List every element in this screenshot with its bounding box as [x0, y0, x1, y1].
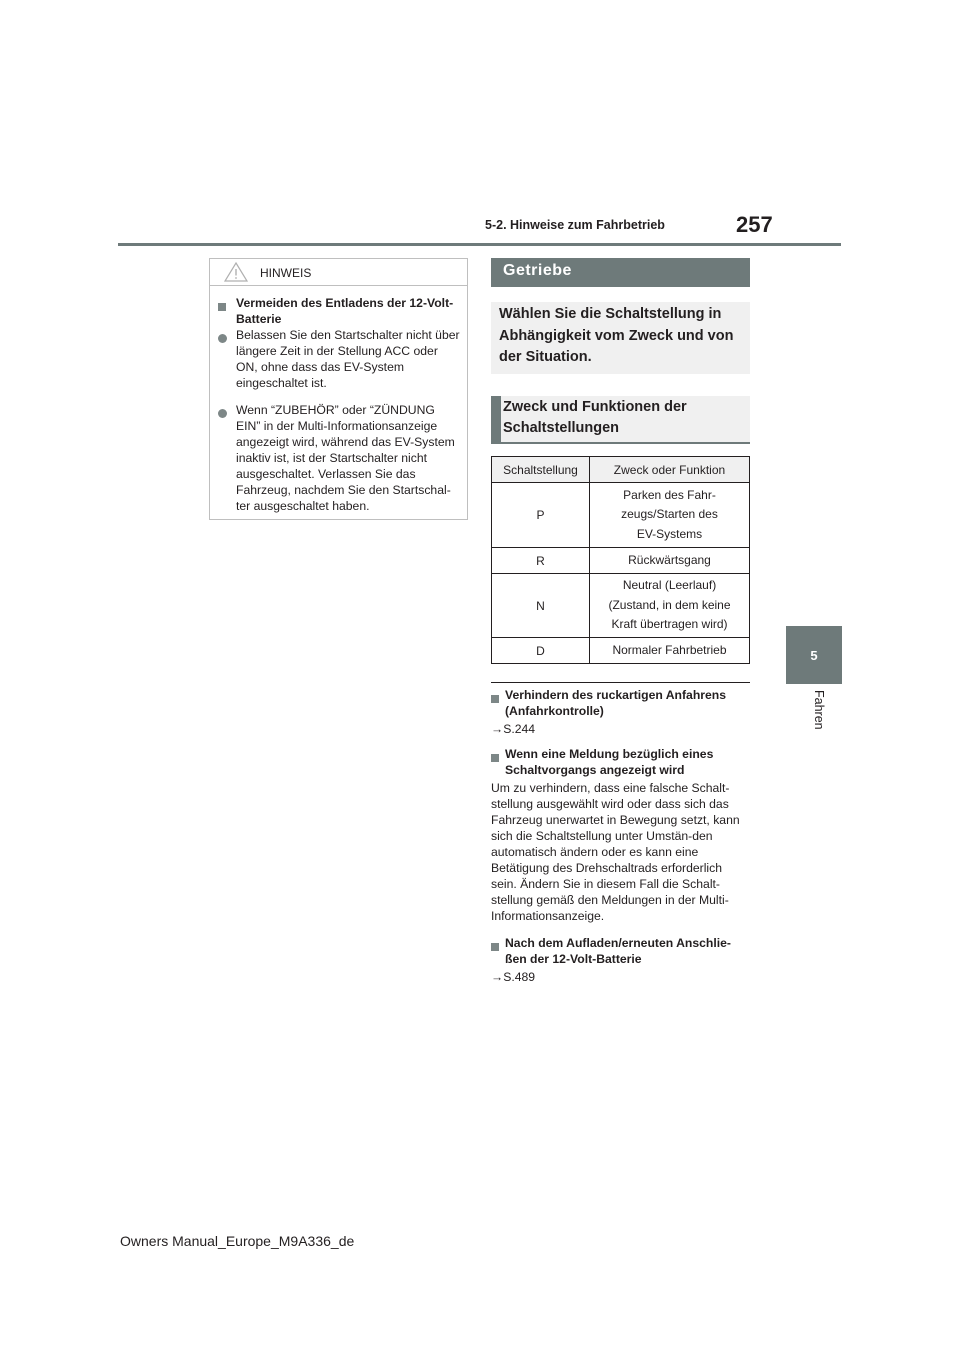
- function-cell: Rückwärtsgang: [590, 548, 750, 574]
- warning-icon: [224, 262, 248, 282]
- subheading-text: Wenn eine Meldung bezüglich eines Schaltvorgangs angezeigt wird: [505, 747, 714, 777]
- table-row: [492, 638, 750, 664]
- square-bullet-icon: [218, 303, 226, 311]
- page-reference-link[interactable]: →S.489: [491, 970, 536, 984]
- position-cell: D: [492, 638, 590, 664]
- function-cell: [590, 483, 750, 548]
- running-header-section: 5-2. Hinweise zum Fahrbetrieb: [485, 218, 665, 232]
- header-rule: [118, 243, 841, 246]
- notice-bullet: [218, 327, 462, 391]
- subheading: [491, 746, 746, 778]
- table-row: [492, 574, 750, 638]
- subsection-title: Zweck und Funktionen der Schaltstellungen: [503, 399, 687, 436]
- section-title: Getriebe: [503, 262, 572, 279]
- square-bullet-icon: [491, 943, 499, 951]
- notice-title: HINWEIS: [260, 266, 312, 280]
- column-header: Zweck oder Funktion: [590, 457, 750, 483]
- function-text: Neutral (Leerlauf) (Zustand, in dem keine Kraft übertragen wird): [608, 578, 731, 632]
- chapter-number: 5: [810, 647, 818, 663]
- function-cell: [590, 574, 750, 638]
- notice-bullet-text: Wenn “ZUBEHÖR” oder “ZÜNDUNG EIN” in der Multi-Informationsanzeige angezeigt wird, während das EV-System inaktiv ist, ist der Startschalter nicht ausgeschaltet. Verlassen Sie das Fahrzeug, nachdem Sie den Startschal-ter ausgeschaltet haben.: [236, 403, 455, 513]
- square-bullet-icon: [491, 754, 499, 762]
- table-row: [492, 483, 750, 548]
- notice-bullet: [218, 402, 462, 514]
- function-text: Parken des Fahr-zeugs/Starten des EV-Systems: [621, 487, 718, 541]
- function-cell: Normaler Fahrbetrieb: [590, 638, 750, 664]
- notice-box: [209, 258, 468, 520]
- section-divider: [491, 682, 750, 683]
- subheading-text: Nach dem Aufladen/erneuten Anschlie-ßen der 12-Volt-Batterie: [505, 936, 731, 966]
- notice-heading-text: Vermeiden des Entladens der 12-Volt-Batterie: [236, 296, 454, 326]
- notice-heading: [218, 295, 462, 327]
- page-footer: Owners Manual_Europe_M9A336_de: [120, 1233, 355, 1249]
- position-cell: P: [492, 483, 590, 548]
- notice-header: [210, 259, 467, 286]
- circle-bullet-icon: [218, 334, 227, 343]
- subheading: [491, 935, 746, 967]
- column-header: Schaltstellung: [492, 457, 590, 483]
- position-cell: N: [492, 574, 590, 638]
- page-number: 257: [736, 212, 773, 237]
- square-bullet-icon: [491, 695, 499, 703]
- subheading-text: Verhindern des ruckartigen Anfahrens (Anfahrkontrolle): [505, 688, 727, 718]
- circle-bullet-icon: [218, 409, 227, 418]
- body-paragraph: Um zu verhindern, dass eine falsche Schalt-stellung ausgewählt wird oder dass sich das Fahrzeug unerwartet in Bewegung setzt, kann sich die Schaltstellung unter Umstän-den automatisch ändern oder es kann eine Betätigung des Drehschaltrads erforderlich sein. Ändern Sie in diesem Fall die Schalt-stellung gemäß den Meldungen in der Multi-Informationsanzeige.: [491, 781, 740, 923]
- page-reference-link[interactable]: →S.244: [491, 722, 536, 736]
- subheading: [491, 687, 746, 719]
- notice-bullet-text: Belassen Sie den Startschalter nicht über längere Zeit in der Stellung ACC oder ON, ohne dass das EV-System eingeschaltet ist.: [236, 328, 460, 390]
- subsection-accent-bar: [491, 396, 501, 444]
- chapter-tab[interactable]: [786, 626, 842, 684]
- shift-position-table: [491, 456, 750, 664]
- table-header-row: [492, 457, 750, 483]
- intro-text: Wählen Sie die Schaltstellung in Abhängigkeit vom Zweck und von der Situation.: [499, 306, 734, 365]
- position-cell: R: [492, 548, 590, 574]
- chapter-label: Fahren: [812, 690, 826, 730]
- table-row: [492, 548, 750, 574]
